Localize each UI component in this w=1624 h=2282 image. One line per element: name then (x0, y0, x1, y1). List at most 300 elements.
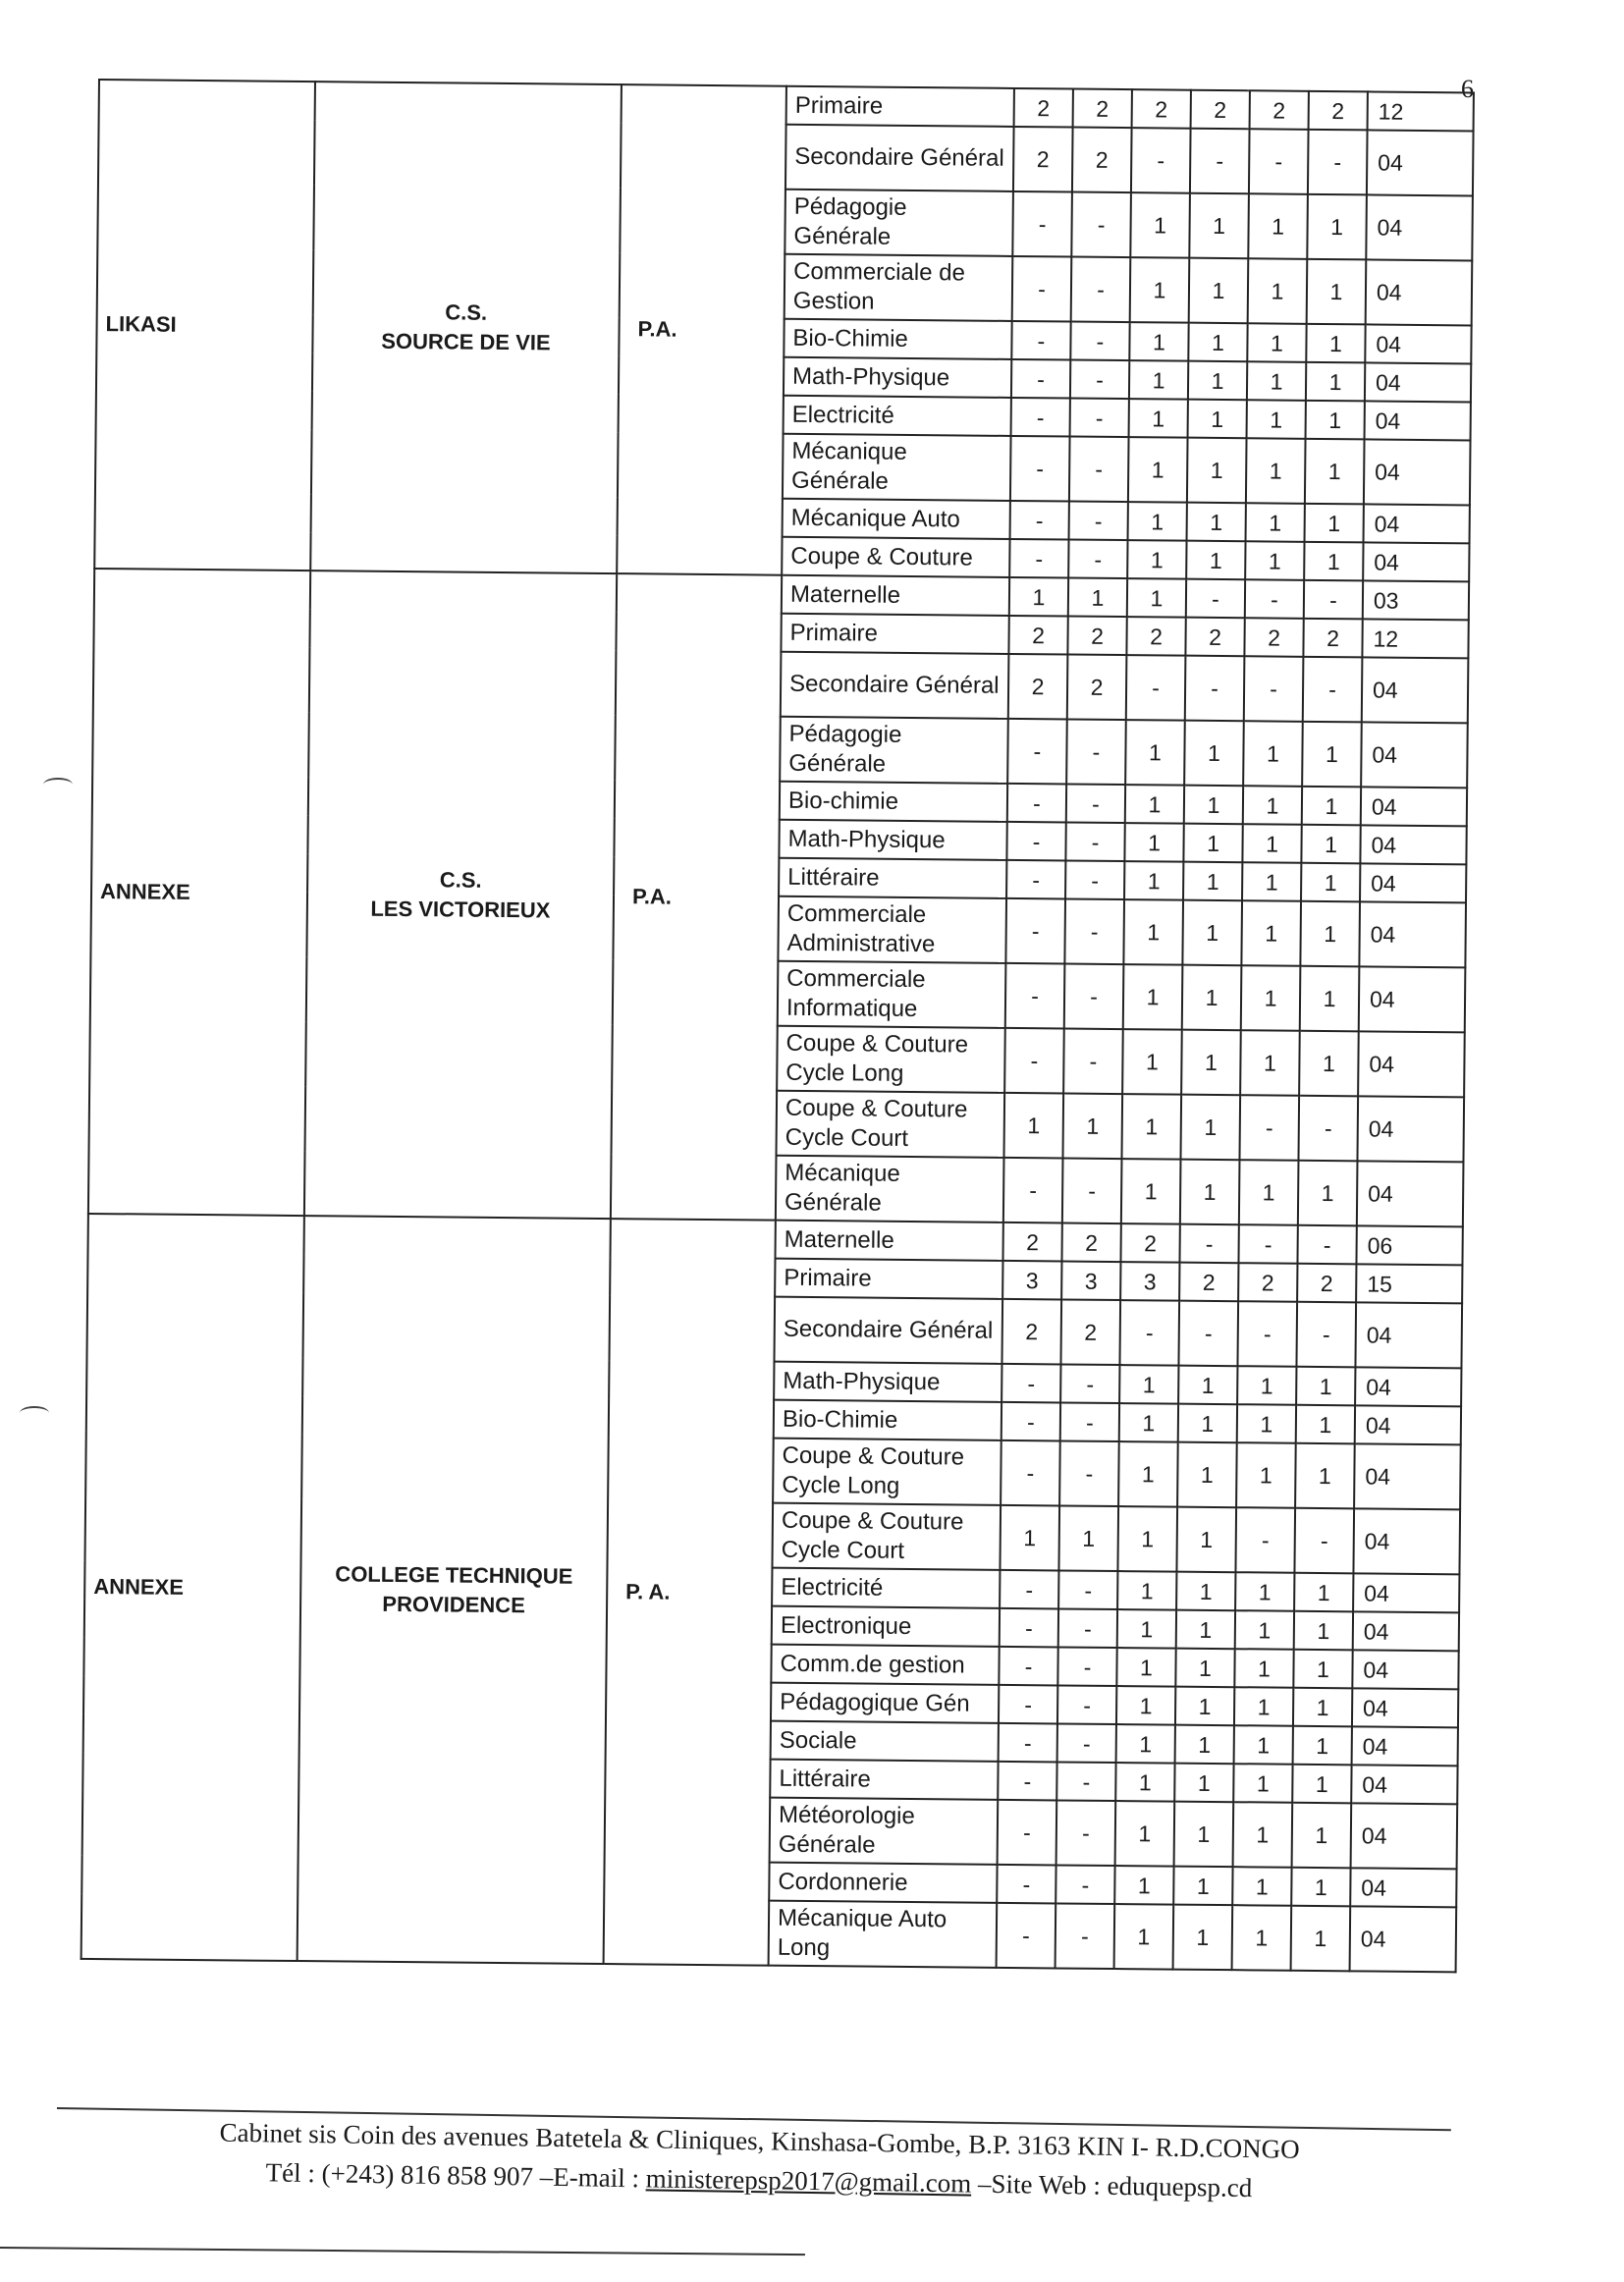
option-cell: Pédagogie Générale (785, 190, 1013, 256)
total-cell: 12 (1362, 619, 1468, 658)
class-count-cell: 1 (1306, 401, 1365, 440)
class-count-cell: - (1185, 656, 1245, 722)
class-count-cell: 1 (1180, 1160, 1240, 1225)
class-count-cell: 1 (1293, 1726, 1352, 1766)
class-count-cell: - (1056, 1800, 1116, 1866)
class-count-cell: 1 (1175, 1725, 1234, 1765)
class-count-cell: - (1179, 1224, 1238, 1264)
class-count-cell: - (1298, 1096, 1358, 1162)
class-count-cell: 1 (1245, 541, 1304, 580)
class-count-cell: 1 (1293, 1688, 1352, 1727)
class-count-cell: 1 (1246, 503, 1305, 542)
class-count-cell: 1 (1305, 439, 1365, 505)
class-count-cell: 1 (1234, 1649, 1293, 1688)
class-count-cell: - (1059, 1440, 1119, 1506)
margin-mark (43, 778, 73, 791)
regime-cell: P.A. (617, 84, 786, 575)
class-count-cell: - (998, 1800, 1057, 1866)
class-count-cell: - (1239, 1095, 1299, 1161)
total-cell: 12 (1368, 91, 1474, 131)
footer-phone: Tél : (+243) 816 858 907 –E-mail : (265, 2157, 647, 2194)
school-cell (310, 82, 622, 573)
school-cell (304, 570, 617, 1219)
class-count-cell: 1 (1305, 504, 1364, 543)
class-count-cell: 1 (1242, 862, 1301, 901)
class-count-cell: 2 (1067, 655, 1127, 721)
table-body (81, 80, 1474, 1972)
class-count-cell: - (999, 1723, 1057, 1763)
total-cell: 04 (1363, 542, 1469, 581)
class-count-cell: 1 (1116, 1724, 1175, 1764)
total-cell: 04 (1353, 1508, 1460, 1574)
option-cell: Littéraire (770, 1760, 998, 1800)
class-count-cell: 1 (1129, 360, 1188, 400)
class-count-cell: 1 (1236, 1442, 1296, 1508)
class-count-cell: 1 (1176, 1507, 1236, 1573)
total-cell: 04 (1364, 439, 1471, 505)
class-count-cell: - (1178, 1301, 1238, 1367)
school-name-line: SOURCE DE VIE (381, 328, 551, 355)
option-cell: Mécanique Auto Long (769, 1901, 998, 1968)
class-count-cell: 1 (1248, 258, 1308, 324)
total-cell: 04 (1351, 1765, 1457, 1804)
class-count-cell: - (1071, 192, 1131, 258)
class-count-cell: 1 (1122, 1029, 1182, 1095)
class-count-cell: 1 (1189, 258, 1249, 324)
class-count-cell: 1 (1188, 323, 1247, 362)
total-cell: 04 (1350, 1868, 1456, 1907)
class-count-cell: 1 (1300, 966, 1360, 1032)
class-count-cell: - (1011, 359, 1070, 399)
class-count-cell: 1 (1235, 1572, 1294, 1611)
class-count-cell: 1 (1232, 1867, 1291, 1906)
option-cell: Secondaire Général (785, 125, 1014, 191)
total-cell: 03 (1363, 580, 1469, 620)
class-count-cell: 1 (1128, 502, 1187, 541)
class-count-cell: 2 (1008, 654, 1068, 720)
option-cell: Coupe & Couture Cycle Court (777, 1091, 1005, 1158)
class-count-cell: - (1011, 321, 1070, 360)
class-count-cell: - (1064, 963, 1124, 1029)
class-count-cell: - (1066, 720, 1126, 786)
class-count-cell: - (999, 1647, 1057, 1686)
class-count-cell: 2 (1303, 619, 1362, 658)
class-count-cell: 1 (1232, 1905, 1292, 1971)
margin-mark (20, 1406, 49, 1420)
class-count-cell: - (1006, 860, 1065, 899)
option-cell: Coupe & Couture Cycle Long (777, 1026, 1005, 1093)
class-count-cell: - (1001, 1440, 1060, 1506)
total-cell: 04 (1355, 1302, 1462, 1368)
class-count-cell: - (1011, 398, 1070, 437)
option-cell: Sociale (771, 1721, 999, 1762)
class-count-cell: 1 (1117, 1506, 1177, 1572)
class-count-cell: 1 (1121, 1094, 1181, 1160)
class-count-cell: 1 (1302, 722, 1362, 788)
total-cell: 04 (1350, 1906, 1457, 1972)
class-count-cell: - (1070, 399, 1129, 438)
class-count-cell: - (997, 1903, 1056, 1969)
option-cell: Electricité (772, 1568, 1000, 1608)
class-count-cell: 1 (1118, 1441, 1178, 1507)
class-count-cell: 1 (1306, 362, 1365, 402)
school-cell (298, 1216, 611, 1964)
class-count-cell: 2 (1002, 1222, 1061, 1262)
option-cell: Cordonnerie (769, 1863, 997, 1903)
class-count-cell: 1 (1115, 1763, 1174, 1802)
class-count-cell: 1 (1241, 965, 1301, 1031)
class-count-cell: - (1056, 1903, 1115, 1969)
class-count-cell: - (1069, 437, 1129, 503)
class-count-cell: 1 (1123, 899, 1183, 965)
class-count-cell: 1 (1188, 400, 1247, 439)
class-count-cell: - (1057, 1685, 1116, 1724)
class-count-cell: 1 (1129, 399, 1188, 438)
class-count-cell: 1 (1062, 1093, 1122, 1159)
class-count-cell: 1 (1292, 1765, 1351, 1804)
class-count-cell: 1 (1291, 1868, 1350, 1907)
class-count-cell: 2 (1120, 1223, 1179, 1263)
class-count-cell: - (1001, 1402, 1060, 1441)
option-cell: Secondaire Général (781, 652, 1009, 719)
class-count-cell: - (1007, 784, 1066, 823)
total-cell: 04 (1367, 130, 1474, 195)
class-count-cell: 2 (1072, 128, 1132, 193)
class-count-cell: 1 (1291, 1906, 1351, 1972)
class-count-cell: - (1064, 898, 1124, 964)
class-count-cell: 1 (1130, 257, 1190, 323)
regime-cell: P.A. (611, 573, 782, 1221)
class-count-cell: - (1010, 436, 1070, 502)
class-count-cell: 1 (1116, 1686, 1175, 1725)
class-count-cell: - (1000, 1608, 1058, 1648)
class-count-cell: 2 (1014, 88, 1073, 128)
class-count-cell: 1 (1296, 1367, 1355, 1406)
option-cell: Pédagogie Générale (780, 717, 1008, 784)
class-count-cell: 1 (1233, 1764, 1292, 1803)
class-count-cell: - (997, 1865, 1056, 1904)
total-cell: 04 (1360, 863, 1466, 902)
footer-bottom-rule (0, 2247, 805, 2255)
class-count-cell: 1 (1121, 1159, 1181, 1224)
entity-cell: LIKASI (94, 80, 315, 570)
option-cell: Primaire (781, 614, 1008, 654)
class-count-cell: 2 (1244, 618, 1303, 657)
option-cell: Commerciale Informatique (778, 961, 1006, 1028)
school-name-line: LES VICTORIEUX (370, 896, 551, 922)
class-count-cell: 2 (1061, 1222, 1120, 1262)
class-count-cell: 1 (1247, 323, 1306, 362)
class-count-cell: - (1056, 1865, 1114, 1904)
option-cell: Maternelle (782, 575, 1009, 616)
total-cell: 04 (1352, 1688, 1458, 1727)
class-count-cell: 2 (1008, 616, 1067, 655)
option-cell: Primaire (775, 1259, 1002, 1299)
class-count-cell: 1 (1237, 1404, 1296, 1443)
entity-cell: ANNEXE (88, 569, 310, 1216)
class-count-cell: 1 (1188, 361, 1247, 401)
class-count-cell: - (1005, 963, 1065, 1029)
class-count-cell: - (1245, 579, 1304, 619)
class-count-cell: - (1249, 129, 1309, 194)
class-count-cell: 1 (1182, 900, 1242, 966)
total-cell: 04 (1365, 401, 1471, 440)
class-count-cell: - (1003, 1158, 1063, 1223)
class-count-cell: 1 (1128, 437, 1188, 503)
total-cell: 04 (1366, 194, 1473, 260)
option-cell: Bio-Chimie (784, 319, 1011, 359)
class-count-cell: - (1297, 1225, 1356, 1265)
class-count-cell: 1 (1124, 861, 1183, 900)
class-count-cell: 1 (1125, 785, 1184, 824)
total-cell: 04 (1353, 1573, 1459, 1612)
option-cell: Mécanique Auto (783, 499, 1010, 539)
class-count-cell: 1 (1292, 1803, 1352, 1869)
option-cell: Secondaire Général (774, 1297, 1002, 1364)
class-count-cell: 1 (1301, 863, 1360, 902)
class-count-cell: 1 (1295, 1443, 1355, 1509)
schools-table (81, 79, 1475, 1973)
class-count-cell: 1 (1119, 1403, 1178, 1442)
class-count-cell: 1 (1184, 721, 1244, 787)
option-cell: Mécanique Générale (783, 434, 1011, 501)
class-count-cell: 1 (1058, 1505, 1118, 1571)
class-count-cell: 1 (1300, 901, 1360, 967)
class-count-cell: 1 (1127, 578, 1186, 618)
class-count-cell: 1 (1247, 361, 1306, 401)
total-cell: 04 (1359, 901, 1466, 967)
total-cell: 04 (1355, 1367, 1461, 1406)
class-count-cell: 1 (1187, 503, 1246, 542)
class-count-cell: 1 (1068, 578, 1127, 618)
class-count-cell: 1 (1181, 1030, 1241, 1096)
class-count-cell: - (1070, 322, 1129, 361)
option-cell: Coupe & Couture Cycle Court (772, 1503, 1001, 1570)
option-cell: Primaire (786, 86, 1014, 127)
class-count-cell: - (1304, 580, 1363, 620)
class-count-cell: 2 (1067, 617, 1126, 656)
total-cell: 04 (1364, 504, 1470, 543)
option-cell: Pédagogique Gén (771, 1683, 999, 1723)
class-count-cell: 2 (1179, 1263, 1238, 1302)
class-count-cell: 1 (1299, 1031, 1359, 1097)
class-count-cell: - (1063, 1028, 1123, 1094)
class-count-cell: - (1065, 822, 1124, 861)
class-count-cell: 1 (1246, 438, 1306, 504)
school-name-line: C.S. (445, 299, 488, 325)
class-count-cell: 1 (1243, 786, 1302, 825)
class-count-cell: 2 (1297, 1264, 1356, 1303)
page-number: 6 (1461, 75, 1474, 103)
class-count-cell: 2 (1073, 89, 1132, 129)
class-count-cell: 2 (1013, 127, 1073, 192)
class-count-cell: 1 (1175, 1687, 1234, 1726)
footer-email-link[interactable]: ministerepsp2017@gmail.com (645, 2163, 972, 2199)
class-count-cell: - (1058, 1570, 1117, 1609)
class-count-cell: 2 (1126, 617, 1185, 656)
total-cell: 04 (1357, 1161, 1464, 1226)
class-count-cell: 1 (1115, 1801, 1175, 1867)
total-cell: 04 (1353, 1611, 1459, 1651)
entity-cell: ANNEXE (81, 1214, 304, 1961)
option-cell: Bio-Chimie (774, 1400, 1001, 1440)
class-count-cell: 1 (1187, 438, 1247, 504)
class-count-cell: 1 (1234, 1725, 1293, 1765)
option-cell: Coupe & Couture Cycle Long (773, 1439, 1001, 1505)
total-cell: 04 (1359, 966, 1466, 1032)
total-cell: 04 (1361, 787, 1467, 826)
class-count-cell: 1 (1123, 964, 1183, 1030)
class-count-cell: 1 (1003, 1093, 1063, 1159)
class-count-cell: - (1009, 539, 1068, 578)
class-count-cell: 1 (1116, 1648, 1175, 1687)
school-name-line: C.S. (439, 866, 482, 893)
class-count-cell: 1 (1307, 194, 1367, 260)
class-count-cell: - (1060, 1402, 1119, 1441)
total-cell: 04 (1366, 259, 1473, 325)
class-count-cell: - (998, 1762, 1056, 1801)
class-count-cell: - (1071, 257, 1131, 323)
class-count-cell: - (1057, 1723, 1116, 1763)
total-cell: 04 (1352, 1726, 1458, 1766)
class-count-cell: 1 (1119, 1365, 1178, 1404)
class-count-cell: - (1068, 540, 1127, 579)
class-count-cell: 1 (1183, 824, 1242, 863)
class-count-cell: 1 (1189, 193, 1249, 259)
class-count-cell: 1 (1176, 1610, 1235, 1650)
class-count-cell: 2 (1238, 1263, 1297, 1302)
class-count-cell: - (999, 1685, 1057, 1724)
class-count-cell: - (1066, 784, 1125, 823)
class-count-cell: - (1012, 191, 1072, 257)
class-count-cell: 1 (1294, 1611, 1353, 1651)
option-cell: Météorologie Générale (770, 1798, 999, 1865)
class-count-cell: 1 (1302, 787, 1361, 826)
option-cell: Math-Physique (774, 1362, 1001, 1402)
class-count-cell: 1 (1242, 824, 1301, 863)
option-cell: Littéraire (779, 858, 1006, 898)
class-count-cell: 1 (1293, 1650, 1352, 1689)
class-count-cell: - (1062, 1158, 1122, 1223)
class-count-cell: 1 (1177, 1442, 1237, 1508)
class-count-cell: 1 (1178, 1404, 1237, 1443)
class-count-cell: - (1190, 129, 1250, 194)
class-count-cell: - (1303, 657, 1363, 723)
class-count-cell: 1 (1186, 541, 1245, 580)
footer-website: –Site Web : eduquepsp.cd (971, 2168, 1253, 2203)
class-count-cell: 1 (1117, 1609, 1176, 1649)
total-cell: 04 (1351, 1803, 1458, 1869)
option-cell: Bio-chimie (780, 782, 1007, 822)
option-cell: Math-Physique (779, 820, 1006, 860)
class-count-cell: 1 (1175, 1649, 1234, 1688)
option-cell: Coupe & Couture (782, 537, 1009, 577)
class-count-cell: 2 (1191, 90, 1250, 130)
class-count-cell: 2 (1132, 89, 1191, 129)
class-count-cell: 1 (1180, 1095, 1240, 1161)
class-count-cell: 1 (1130, 192, 1190, 258)
total-cell: 04 (1365, 324, 1471, 363)
class-count-cell: 1 (1298, 1161, 1358, 1226)
class-count-cell: - (1010, 501, 1069, 540)
class-count-cell: - (1000, 1570, 1058, 1609)
class-count-cell: - (1186, 579, 1245, 619)
class-count-cell: 3 (1002, 1261, 1061, 1300)
class-count-cell: 1 (1125, 720, 1185, 786)
total-cell: 04 (1360, 825, 1466, 864)
class-count-cell: 1 (1183, 862, 1242, 901)
class-count-cell: 2 (1309, 91, 1368, 131)
class-count-cell: 1 (1184, 786, 1243, 825)
class-count-cell: 1 (1178, 1366, 1237, 1405)
class-count-cell: 1 (1306, 324, 1365, 363)
option-cell: Commerciale de Gestion (785, 254, 1013, 321)
class-count-cell: 1 (1182, 965, 1242, 1031)
class-count-cell: - (1060, 1364, 1119, 1403)
class-count-cell: - (1131, 128, 1191, 193)
total-cell: 04 (1355, 1405, 1461, 1444)
class-count-cell: - (1065, 860, 1124, 899)
class-count-cell: - (1057, 1647, 1116, 1686)
class-count-cell: - (1235, 1507, 1295, 1573)
class-count-cell: 2 (1250, 90, 1309, 130)
class-count-cell: - (1058, 1608, 1117, 1648)
total-cell: 04 (1354, 1443, 1461, 1509)
class-count-cell: - (1308, 130, 1368, 195)
class-count-cell: 1 (1114, 1904, 1174, 1970)
option-cell: Mécanique Générale (776, 1156, 1004, 1222)
class-count-cell: - (1296, 1302, 1356, 1368)
class-count-cell: - (1294, 1508, 1354, 1574)
class-count-cell: - (1006, 822, 1065, 861)
class-count-cell: - (1005, 898, 1065, 964)
class-count-cell: 1 (1241, 900, 1301, 966)
class-count-cell: 1 (1243, 721, 1303, 787)
class-count-cell: 1 (1009, 577, 1068, 617)
class-count-cell: 1 (1247, 400, 1306, 439)
table-row (99, 80, 1474, 131)
class-count-cell: 1 (1117, 1571, 1176, 1610)
option-cell: Electricité (784, 396, 1011, 436)
option-cell: Comm.de gestion (771, 1645, 999, 1685)
option-cell: Electronique (772, 1606, 1000, 1647)
total-cell: 04 (1362, 657, 1469, 723)
option-cell: Math-Physique (784, 357, 1011, 398)
total-cell: 04 (1357, 1096, 1464, 1162)
school-name-line: COLLEGE TECHNIQUE (335, 1560, 573, 1589)
class-count-cell: 1 (1235, 1610, 1294, 1650)
class-count-cell: 1 (1000, 1505, 1059, 1571)
class-count-cell: 2 (1060, 1299, 1120, 1365)
school-name-line: PROVIDENCE (382, 1591, 525, 1617)
class-count-cell: - (1238, 1224, 1297, 1264)
total-cell: 06 (1356, 1225, 1462, 1265)
class-count-cell: 1 (1114, 1866, 1173, 1905)
class-count-cell: - (1004, 1028, 1064, 1094)
class-count-cell: 1 (1129, 322, 1188, 361)
class-count-cell: 1 (1127, 540, 1186, 579)
class-count-cell: 3 (1061, 1261, 1120, 1300)
total-cell: 04 (1361, 722, 1468, 788)
class-count-cell: - (1244, 656, 1304, 722)
class-count-cell: 1 (1174, 1764, 1233, 1803)
class-count-cell: 1 (1237, 1366, 1296, 1405)
class-count-cell: 1 (1173, 1867, 1232, 1906)
class-count-cell: - (1012, 256, 1072, 322)
class-count-cell: 2 (1001, 1299, 1061, 1365)
total-cell: 04 (1358, 1031, 1465, 1097)
class-count-cell: 2 (1185, 618, 1244, 657)
